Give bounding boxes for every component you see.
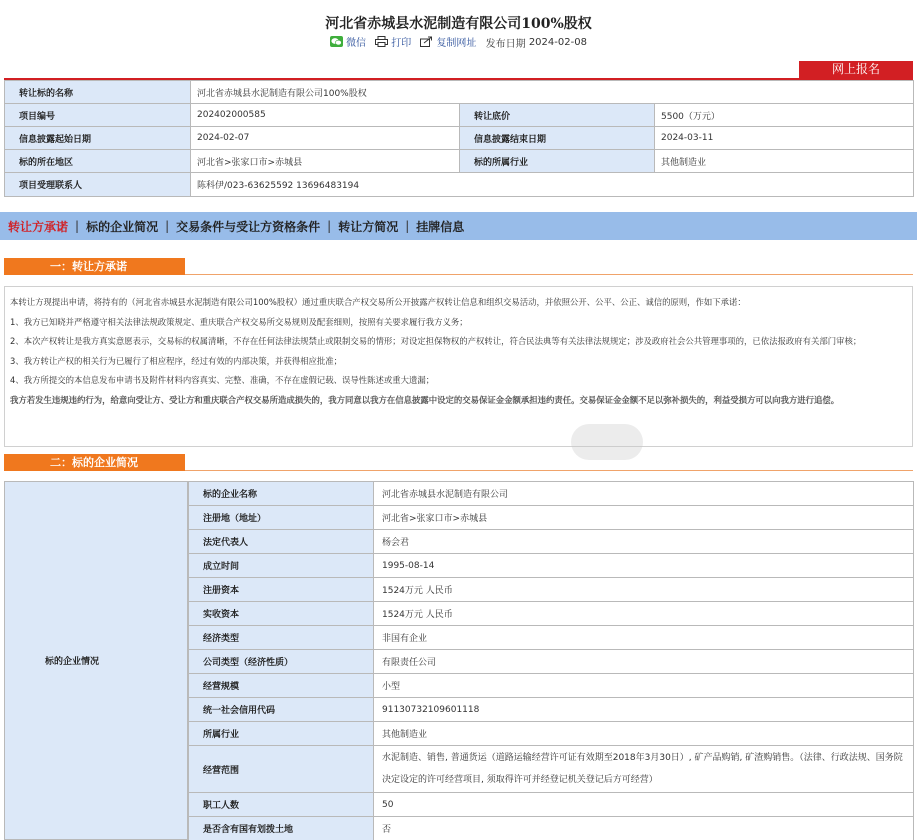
table-row: [189, 554, 914, 578]
company-field-label: 公司类型（经济性质）: [189, 650, 374, 674]
tab-bar: [0, 212, 917, 240]
company-field-value: 1524万元 人民币: [374, 602, 914, 626]
company-side-label: 标的企业情况: [4, 481, 188, 840]
start-date-value: 2024-02-07: [191, 127, 460, 150]
company-field-label: 标的企业名称: [189, 482, 374, 506]
page-title: 河北省赤城县水泥制造有限公司100%股权: [325, 16, 592, 32]
tab-separator: |: [75, 219, 80, 233]
print-icon: [375, 36, 388, 47]
copy-url-label: 复制网址: [436, 38, 477, 49]
table-row: [189, 482, 914, 506]
company-field-label: 职工人数: [189, 793, 374, 817]
publish-date-value: 2024-02-08: [528, 37, 587, 48]
table-row: [189, 698, 914, 722]
table-row: [189, 746, 914, 793]
tab-separator: |: [165, 219, 170, 233]
company-field-value: 1995-08-14: [374, 554, 914, 578]
wechat-share-link[interactable]: [330, 34, 366, 49]
company-field-label: 经营规模: [189, 674, 374, 698]
table-row: [5, 81, 914, 104]
company-field-label: 所属行业: [189, 722, 374, 746]
wechat-label: 微信: [346, 38, 367, 49]
promise-item: 2、本次产权转让是我方真实意愿表示，交易标的权属清晰，不存在任何法律法规禁止或限制交易的情形；对设定担保物权的产权转让，符合民法典等有关法律法规规定；涉及政府社会公共管理事项的，已依法报政府有关部门审核；: [10, 336, 862, 346]
print-label: 打印: [391, 38, 412, 49]
table-row: [189, 602, 914, 626]
promise-intro: 本转让方现提出申请，将持有的（河北省赤城县水泥制造有限公司100%股权）通过重庆联合产权交易所公开披露产权转让信息和组织交易活动，并依照公开、公平、公正、诚信的原则，作如下承诺：: [10, 297, 746, 307]
project-no-value: 202402000585: [191, 104, 460, 127]
reserve-price-label: 转让底价: [460, 104, 655, 127]
publish-date: [486, 35, 587, 50]
table-row: [5, 150, 914, 173]
company-field-label: 成立时间: [189, 554, 374, 578]
company-field-value: 河北省>张家口市>赤城县: [374, 506, 914, 530]
company-field-label: 统一社会信用代码: [189, 698, 374, 722]
section-header-promise: [4, 258, 913, 276]
table-row: [5, 173, 914, 197]
contact-value: 陈科伊/023-63625592 13696483194: [191, 173, 914, 197]
tab-trade-conditions[interactable]: 交易条件与受让方资格条件: [176, 219, 321, 234]
copy-url-link[interactable]: [420, 34, 476, 49]
share-icon: [420, 36, 433, 47]
table-row: [5, 127, 914, 150]
table-row: [189, 793, 914, 817]
company-table: [188, 481, 914, 840]
print-link[interactable]: [375, 34, 411, 49]
section-header-company: [4, 454, 913, 472]
company-field-value: 否: [374, 817, 914, 840]
company-field-label: 注册资本: [189, 578, 374, 602]
start-date-label: 信息披露起始日期: [5, 127, 191, 150]
tab-listing-info[interactable]: 挂牌信息: [416, 219, 465, 234]
table-row: [189, 626, 914, 650]
tab-transferor-promise[interactable]: 转让方承诺: [8, 219, 69, 234]
target-name-label: 转让标的名称: [5, 81, 191, 104]
company-field-label: 注册地（地址）: [189, 506, 374, 530]
company-field-value: 有限责任公司: [374, 650, 914, 674]
promise-item: 1、我方已知晓并严格遵守相关法律法规政策规定、重庆联合产权交易所交易规则及配套细则，按照有关要求履行我方义务；: [10, 316, 468, 327]
table-row: [189, 650, 914, 674]
wechat-icon: [330, 36, 343, 47]
promise-item: 4、我方所提交的本信息发布申请书及附件材料内容真实、完整、准确，不存在虚假记载、误导性陈述或重大遗漏；: [10, 375, 435, 385]
table-row: [189, 530, 914, 554]
tab-transferor-profile[interactable]: 转让方简况: [338, 219, 399, 234]
tab-separator: |: [327, 219, 332, 233]
promise-content: [4, 286, 913, 447]
company-field-label: 经济类型: [189, 626, 374, 650]
company-field-label: 是否含有国有划拨土地: [189, 817, 374, 840]
end-date-label: 信息披露结束日期: [460, 127, 655, 150]
company-field-value: 其他制造业: [374, 722, 914, 746]
location-value: 河北省>张家口市>赤城县: [191, 150, 460, 173]
company-field-value: 91130732109601118: [374, 698, 914, 722]
contact-label: 项目受理联系人: [5, 173, 191, 197]
reserve-price-value: 5500（万元）: [655, 104, 914, 127]
industry-value: 其他制造业: [655, 150, 914, 173]
table-row: [189, 817, 914, 840]
project-no-label: 项目编号: [5, 104, 191, 127]
table-row: [189, 674, 914, 698]
company-field-value: 水泥制造、销售, 普通货运（道路运输经营许可证有效期至2018年3月30日）, 矿产品购销, 矿渣购销售。（法律、行政法规、国务院决定设定的许可经营项目, 须取得许可并经登记机关登记后方可经营）: [374, 746, 914, 793]
company-field-label: 经营范围: [189, 746, 374, 793]
industry-label: 标的所属行业: [460, 150, 655, 173]
company-field-value: 50: [374, 793, 914, 817]
table-row: [189, 722, 914, 746]
company-field-value: 非国有企业: [374, 626, 914, 650]
section-heading: 二：标的企业简况: [4, 454, 185, 471]
section-heading: 一：转让方承诺: [4, 258, 185, 275]
company-field-label: 实收资本: [189, 602, 374, 626]
company-field-value: 1524万元 人民币: [374, 578, 914, 602]
target-name-value: 河北省赤城县水泥制造有限公司100%股权: [191, 81, 914, 104]
tab-company-profile[interactable]: 标的企业简况: [86, 219, 159, 234]
company-field-value: 小型: [374, 674, 914, 698]
promise-liability: 我方若发生违规违约行为，给意向受让方、受让方和重庆联合产权交易所造成损失的，我方同意以我方在信息披露中设定的交易保证金金额承担违约责任。交易保证金金额不足以弥补损失的，利益受损方可以向我方进行追偿。: [10, 394, 840, 405]
end-date-value: 2024-03-11: [655, 127, 914, 150]
publish-date-label: 发布日期: [485, 39, 526, 50]
company-field-label: 法定代表人: [189, 530, 374, 554]
section-rule: [185, 470, 913, 471]
table-row: [189, 578, 914, 602]
section-rule: [185, 274, 913, 275]
company-field-value: 杨会君: [374, 530, 914, 554]
promise-item: 3、我方转让产权的相关行为已履行了相应程序，经过有效的内部决策，并获得相应批准；: [10, 355, 342, 366]
project-info-table: [4, 80, 914, 197]
location-label: 标的所在地区: [5, 150, 191, 173]
online-signup-button[interactable]: 网上报名: [799, 61, 913, 78]
share-bar: [0, 34, 917, 50]
tab-separator: |: [405, 219, 410, 233]
company-field-value: 河北省赤城县水泥制造有限公司: [374, 482, 914, 506]
table-row: [189, 506, 914, 530]
table-row: [5, 104, 914, 127]
